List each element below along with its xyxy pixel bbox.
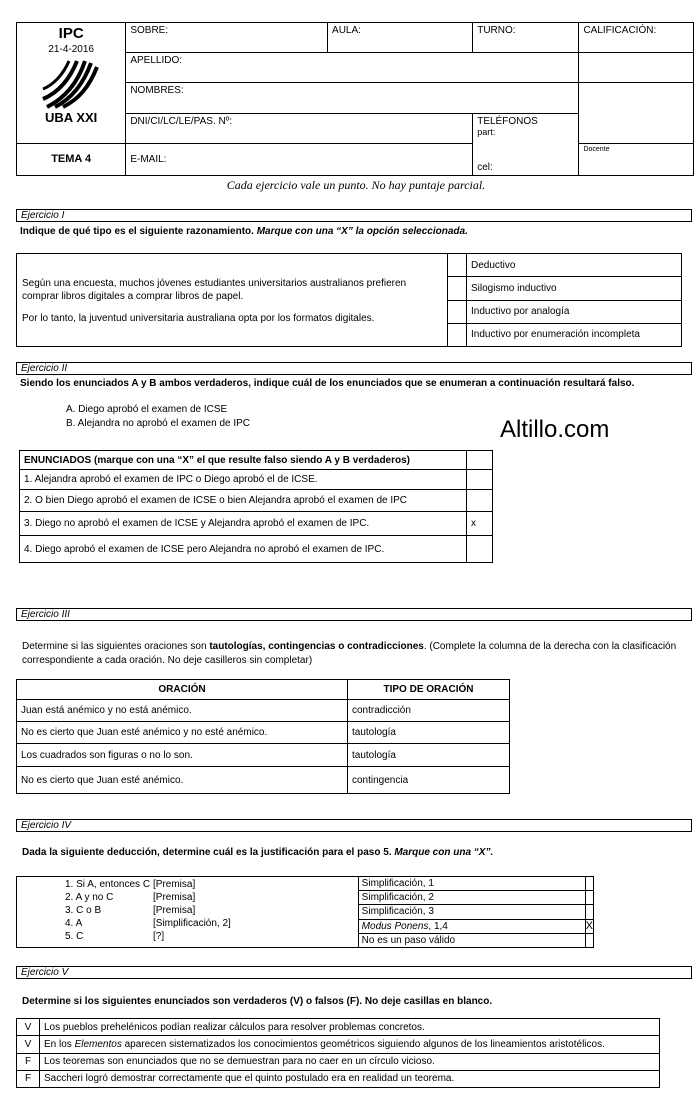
ex4-step-3: 4. A [Simplificación, 2] bbox=[65, 918, 231, 929]
aula-label: AULA: bbox=[332, 25, 361, 36]
ex5-statement-1: En los Elementos aparecen sistematizados los conocimientos geométricos siguiendo algunos de los lineamientos aristotélicos. bbox=[40, 1036, 660, 1053]
ex3-tipo-2[interactable]: tautología bbox=[348, 744, 510, 767]
ex3-oracion-3: No es cierto que Juan esté anémico. bbox=[17, 767, 348, 794]
docente-field[interactable] bbox=[579, 143, 694, 175]
ex3-instruction-b: tautologías, contingencias o contradicciones bbox=[209, 641, 424, 652]
ex1-instruction bbox=[20, 226, 468, 237]
ex4-option-0: Simplificación, 1 bbox=[358, 877, 585, 891]
ex3-title: Ejercicio III bbox=[16, 608, 692, 621]
ex1-conclusion: Por lo tanto, la juventud universitaria australiana opta por los formatos digitales. bbox=[22, 312, 375, 324]
ex3-instruction-c: . (Complete la columna de la derecha con la clasificación correspondiente a cada oración. No deje casilleros sin completar) bbox=[22, 641, 677, 666]
ex3-oracion-2: Los cuadrados son figuras o no lo son. bbox=[17, 744, 348, 767]
ex2-premise-b: B. Alejandra no aprobó el examen de IPC bbox=[66, 418, 251, 429]
sobre-label: SOBRE: bbox=[130, 25, 169, 36]
uba-logo-icon bbox=[41, 57, 101, 109]
ex4-step-1: 2. A y no C [Premisa] bbox=[65, 892, 196, 903]
ex1-option-1: Silogismo inductivo bbox=[467, 277, 682, 300]
ex5-answer-0[interactable]: V bbox=[17, 1019, 40, 1036]
logo-cell bbox=[17, 23, 126, 144]
dni-field[interactable] bbox=[126, 113, 473, 143]
cel-field[interactable] bbox=[473, 143, 579, 175]
ex3-oracion-1: No es cierto que Juan esté anémico y no esté anémico. bbox=[17, 722, 348, 744]
ex1-mark-0[interactable] bbox=[448, 254, 467, 277]
ex3-instruction bbox=[22, 640, 682, 668]
ex2-table-header: ENUNCIADOS (marque con una “X” el que resulte falso siendo A y B verdaderos) bbox=[20, 451, 467, 470]
ex4-mark-3[interactable]: X bbox=[585, 920, 593, 933]
ex2-header-mark bbox=[467, 451, 493, 470]
ex4-step-0: 1. Si A, entonces C [Premisa] bbox=[65, 879, 196, 890]
ex5-statement-3: Saccheri logró demostrar correctamente que el quinto postulado era en realidad un teorema. bbox=[40, 1070, 660, 1087]
ex5-table bbox=[16, 1018, 660, 1088]
logo-text: UBA XXI bbox=[45, 110, 98, 125]
ex2-instruction: Siendo los enunciados A y B ambos verdaderos, indique cuál de los enunciados que se enumeran a continuación resultará falso. bbox=[20, 378, 635, 389]
ex2-mark-2[interactable]: x bbox=[467, 512, 493, 536]
ex1-mark-2[interactable] bbox=[448, 300, 467, 323]
ex5-title: Ejercicio V bbox=[16, 966, 692, 979]
ex4-mark-4[interactable] bbox=[585, 933, 593, 947]
ex2-mark-1[interactable] bbox=[467, 490, 493, 512]
ex4-mark-0[interactable] bbox=[585, 877, 593, 891]
ex1-mark-3[interactable] bbox=[448, 323, 467, 346]
ex3-tipo-1[interactable]: tautología bbox=[348, 722, 510, 744]
part-label: part: bbox=[477, 126, 496, 137]
ex2-row-2: 3. Diego no aprobó el examen de ICSE y Alejandra aprobó el examen de IPC. bbox=[20, 512, 467, 536]
ex5-answer-2[interactable]: F bbox=[17, 1053, 40, 1070]
ex1-instruction-text: Indique de qué tipo es el siguiente razonamiento. bbox=[20, 226, 257, 237]
ex4-option-4: No es un paso válido bbox=[358, 933, 585, 947]
docente-label: Docente bbox=[583, 145, 610, 153]
ex3-table bbox=[16, 679, 510, 794]
exam-date: 21-4-2016 bbox=[48, 44, 94, 55]
aula-field[interactable] bbox=[328, 23, 473, 53]
telefonos-label: TELÉFONOS bbox=[477, 115, 538, 127]
ex1-option-2: Inductivo por analogía bbox=[467, 300, 682, 323]
ex2-table bbox=[19, 450, 493, 563]
ex4-instruction bbox=[22, 847, 493, 858]
ex4-instruction-italic: Marque con una “X”. bbox=[394, 847, 494, 858]
cel-label: cel: bbox=[477, 162, 493, 173]
apellido-label: APELLIDO: bbox=[130, 55, 183, 67]
ex2-row-1: 2. O bien Diego aprobó el examen de ICSE o bien Alejandra aprobó el examen de IPC bbox=[20, 490, 467, 512]
ex5-instruction: Determine si los siguientes enunciados son verdaderos (V) o falsos (F). No deje casillas en blanco. bbox=[22, 996, 493, 1007]
ex1-mark-1[interactable] bbox=[448, 277, 467, 300]
ex4-deduction bbox=[17, 877, 359, 948]
ex1-argument bbox=[17, 254, 448, 347]
ex1-premise: Según una encuesta, muchos jóvenes estudiantes universitarios australianos prefieren comprar libros digitales a comprar libros de papel. bbox=[22, 277, 407, 302]
ex3-tipo-0[interactable]: contradicción bbox=[348, 700, 510, 722]
ex4-instruction-text: Dada la siguiente deducción, determine cuál es la justificación para el paso 5. bbox=[22, 847, 395, 858]
ex2-title: Ejercicio II bbox=[16, 362, 692, 375]
ex1-table bbox=[16, 253, 682, 347]
ex2-row-0: 1. Alejandra aprobó el examen de IPC o Diego aprobó el de ICSE. bbox=[20, 470, 467, 490]
ex1-instruction-italic: Marque con una “X” la opción seleccionada. bbox=[256, 226, 468, 237]
ex5-answer-3[interactable]: F bbox=[17, 1070, 40, 1087]
ex4-step-4: 5. C [?] bbox=[65, 931, 165, 942]
ex2-mark-3[interactable] bbox=[467, 536, 493, 563]
ex4-mark-2[interactable] bbox=[585, 905, 593, 919]
ex4-title: Ejercicio IV bbox=[16, 819, 692, 832]
scoring-note: Cada ejercicio vale un punto. No hay puntaje parcial. bbox=[226, 178, 486, 192]
watermark: Altillo.com bbox=[500, 416, 610, 443]
ex1-option-0: Deductivo bbox=[467, 254, 682, 277]
ex3-tipo-3[interactable]: contingencia bbox=[348, 767, 510, 794]
tema-label: TEMA 4 bbox=[51, 153, 92, 166]
exam-header-table bbox=[16, 22, 694, 176]
nombres-field[interactable] bbox=[126, 83, 579, 113]
course-name: IPC bbox=[58, 25, 84, 42]
ex4-option-1: Simplificación, 2 bbox=[358, 891, 585, 905]
telefonos-field[interactable] bbox=[473, 113, 579, 143]
ex5-statement-0: Los pueblos prehelénicos podían realizar cálculos para resolver problemas concretos. bbox=[40, 1019, 660, 1036]
calificacion-label: CALIFICACIÓN: bbox=[583, 25, 657, 36]
dni-label: DNI/CI/LC/LE/PAS. Nº: bbox=[130, 115, 233, 127]
ex2-mark-0[interactable] bbox=[467, 470, 493, 490]
ex2-row-3: 4. Diego aprobó el examen de ICSE pero Alejandra no aprobó el examen de IPC. bbox=[20, 536, 467, 563]
ex1-option-3: Inductivo por enumeración incompleta bbox=[467, 323, 682, 346]
email-label: E-MAIL: bbox=[130, 153, 167, 165]
turno-field[interactable] bbox=[473, 23, 579, 53]
ex4-option-3: Modus Ponens, 1,4 bbox=[358, 919, 585, 933]
ex1-title: Ejercicio I bbox=[16, 209, 692, 222]
ex2-premise-a: A. Diego aprobó el examen de ICSE bbox=[66, 404, 228, 415]
nombres-label: NOMBRES: bbox=[130, 85, 184, 97]
ex4-mark-1[interactable] bbox=[585, 891, 593, 905]
calificacion-field[interactable] bbox=[579, 23, 694, 53]
grade-box-1 bbox=[579, 53, 694, 83]
ex5-answer-1[interactable]: V bbox=[17, 1036, 40, 1053]
ex3-col-oracion: ORACIÓN bbox=[17, 680, 348, 700]
turno-label: TURNO: bbox=[477, 25, 516, 36]
ex3-col-tipo: TIPO DE ORACIÓN bbox=[348, 680, 510, 700]
ex4-table bbox=[16, 876, 594, 948]
sobre-field[interactable] bbox=[126, 23, 328, 53]
ex4-option-2: Simplificación, 3 bbox=[358, 905, 585, 919]
ex3-oracion-0: Juan está anémico y no está anémico. bbox=[17, 700, 348, 722]
grade-box-2 bbox=[579, 83, 694, 143]
ex4-step-2: 3. C o B [Premisa] bbox=[65, 905, 196, 916]
ex5-statement-2: Los teoremas son enunciados que no se demuestran para no caer en un círculo vicioso. bbox=[40, 1053, 660, 1070]
email-field[interactable] bbox=[126, 143, 473, 175]
tema-cell bbox=[17, 143, 126, 175]
ex3-instruction-a: Determine si las siguientes oraciones son bbox=[22, 641, 210, 652]
apellido-field[interactable] bbox=[126, 53, 579, 83]
